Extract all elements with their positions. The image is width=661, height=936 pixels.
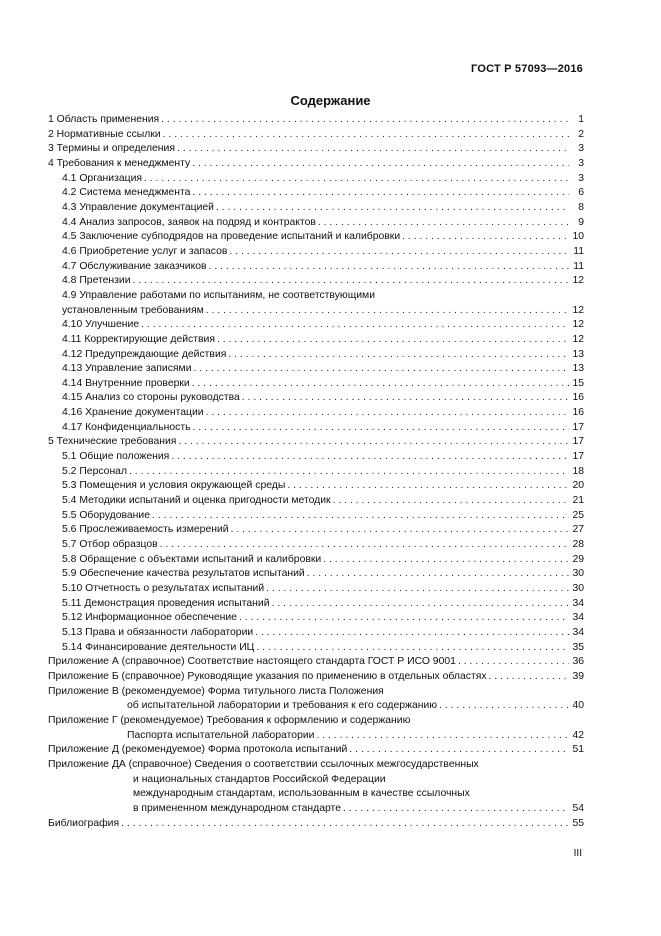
toc-entry[interactable] [48, 553, 584, 568]
toc-entry[interactable] [48, 523, 584, 538]
toc-entry-label: 4.6 Приобретение услуг и запасов [62, 245, 228, 257]
toc-entry[interactable] [48, 582, 584, 597]
toc-entry[interactable] [48, 567, 584, 582]
toc-leader-dots [192, 157, 569, 172]
toc-entry-label: 4.1 Организация [62, 172, 142, 184]
toc-entry-page: 1 [578, 114, 584, 125]
toc-entry-page: 12 [572, 319, 584, 331]
toc-leader-dots [152, 509, 569, 524]
toc-leader-dots [163, 128, 569, 143]
toc-leader-dots [121, 817, 569, 832]
toc-entry[interactable] [48, 260, 584, 275]
toc-leader-dots [161, 113, 569, 128]
toc-leader-dots [318, 216, 569, 231]
toc-entry-page: 51 [572, 744, 584, 756]
toc-entry-page: 10 [572, 231, 584, 243]
toc-entry-label: 4.8 Претензии [62, 275, 131, 287]
toc-entry[interactable] [48, 186, 584, 201]
toc-leader-dots [144, 172, 569, 187]
toc-entry-page: 34 [572, 597, 584, 609]
toc-entry-label: 4 Требования к менеджменту [48, 157, 191, 169]
toc-entry[interactable] [48, 274, 584, 289]
toc-title: Содержание [290, 93, 371, 108]
toc-leader-dots [333, 494, 569, 509]
toc-leader-dots [458, 655, 569, 670]
toc-entry[interactable] [48, 773, 584, 788]
toc-leader-dots [231, 523, 569, 538]
toc-entry-page: 3 [578, 157, 584, 169]
toc-entry-page: 2 [578, 128, 584, 140]
toc-entry[interactable] [48, 128, 584, 143]
toc-leader-dots [239, 611, 569, 626]
toc-entry-label: 4.13 Управление записями [62, 363, 192, 375]
toc-entry-page: 17 [572, 421, 584, 433]
toc-entry-label: 4.5 Заключение субподрядов на проведение испытаний и калибровки [62, 231, 401, 243]
toc-entry-page: 16 [572, 392, 584, 404]
toc-entry[interactable] [48, 216, 584, 231]
toc-entry-label: 4.7 Обслуживание заказчиков [62, 260, 207, 272]
toc-entry-label: 5.14 Финансирование деятельности ИЦ [62, 641, 255, 653]
toc-leader-dots [323, 553, 569, 568]
toc-entry[interactable] [48, 509, 584, 524]
toc-leader-dots [192, 377, 569, 392]
toc-entry[interactable] [48, 450, 584, 465]
document-code: ГОСТ Р 57093—2016 [471, 63, 583, 75]
toc-entry[interactable] [48, 655, 584, 670]
toc-leader-dots [229, 245, 569, 260]
toc-entry-label: 4.15 Анализ со стороны руководства [62, 392, 240, 404]
toc-leader-dots [349, 743, 569, 758]
toc-entry-page: 17 [572, 436, 584, 448]
toc-entry[interactable] [48, 391, 584, 406]
toc-entry-page: 6 [578, 187, 584, 199]
toc-leader-dots [217, 333, 569, 348]
toc-leader-dots [272, 597, 570, 612]
toc-entry[interactable] [48, 245, 584, 260]
toc-entry-page: 42 [572, 729, 584, 741]
toc-entry[interactable] [48, 479, 584, 494]
toc-entry-label: 5 Технические требования [48, 436, 177, 448]
toc-entry-label: 4.17 Конфиденциальность [62, 421, 191, 433]
toc-entry-label: и национальных стандартов Российской Федерации [133, 773, 386, 785]
toc-entry-label: 4.14 Внутренние проверки [62, 377, 190, 389]
toc-entry[interactable] [48, 142, 584, 157]
toc-leader-dots [141, 318, 569, 333]
toc-entry-label: Приложение В (рекомендуемое) Форма титульного листа Положения [48, 685, 384, 697]
toc-entry-page: 55 [572, 817, 584, 829]
toc-entry-page: 13 [572, 348, 584, 360]
toc-entry-page: 25 [572, 509, 584, 521]
toc-entry-page: 13 [572, 363, 584, 375]
toc-leader-dots [255, 626, 569, 641]
toc-leader-dots [133, 274, 569, 289]
toc-entry[interactable] [48, 201, 584, 216]
toc-entry-label: 5.11 Демонстрация проведения испытаний [62, 597, 270, 609]
toc-leader-dots [192, 186, 569, 201]
toc-entry-page: 18 [572, 465, 584, 477]
toc-entry[interactable] [48, 289, 584, 304]
toc-entry-label: 5.12 Информационное обеспечение [62, 612, 237, 624]
toc-entry-label: 4.10 Улучшение [62, 319, 140, 331]
toc-entry[interactable] [48, 435, 584, 450]
toc-entry-label: Приложение ДА (справочное) Сведения о соответствии ссылочных межгосударственных [48, 758, 479, 770]
toc-entry-label: Приложение Г (рекомендуемое) Требования к оформлению и содержанию [48, 714, 411, 726]
toc-entry-page: 8 [578, 201, 584, 213]
toc-entry-page: 40 [572, 700, 584, 712]
toc-entry[interactable] [48, 494, 584, 509]
toc-entry[interactable] [48, 172, 584, 187]
toc-entry[interactable] [48, 113, 584, 128]
toc-entry-page: 3 [578, 172, 584, 184]
toc-entry[interactable] [48, 157, 584, 172]
toc-leader-dots [171, 450, 569, 465]
toc-entry-label: 4.3 Управление документацией [62, 201, 214, 213]
toc-leader-dots [216, 201, 569, 216]
toc-entry-page: 15 [572, 377, 584, 389]
toc-entry-label: Библиография [48, 817, 120, 829]
toc-leader-dots [316, 729, 569, 744]
toc-entry-label: 4.2 Система менеджмента [62, 187, 191, 199]
toc-leader-dots [307, 567, 569, 582]
toc-entry-label: 2 Нормативные ссылки [48, 128, 161, 140]
toc-leader-dots [228, 348, 569, 363]
toc-entry-label: Паспорта испытательной лаборатории [127, 729, 315, 741]
toc-entry-label: Приложение Д (рекомендуемое) Форма протокола испытаний [48, 744, 348, 756]
toc-entry[interactable] [48, 597, 584, 612]
toc-entry-label: 4.16 Хранение документации [62, 407, 204, 419]
toc-leader-dots [129, 465, 569, 480]
toc-entry[interactable] [48, 421, 584, 436]
toc-entry[interactable] [48, 318, 584, 333]
toc-entry[interactable] [48, 758, 584, 773]
toc-entry-page: 39 [572, 670, 584, 682]
toc-entry[interactable] [48, 406, 584, 421]
toc-leader-dots [266, 582, 569, 597]
toc-entry-label: Приложение А (справочное) Соответствие настоящего стандарта ГОСТ Р ИСО 9001 [48, 656, 456, 668]
toc-entry-page: 12 [572, 275, 584, 287]
toc-leader-dots [178, 435, 569, 450]
toc-entry[interactable] [48, 817, 584, 832]
toc-entry-page: 30 [572, 583, 584, 594]
toc-entry[interactable] [48, 465, 584, 480]
toc-entry-page: 54 [572, 802, 584, 814]
toc-leader-dots [256, 641, 569, 656]
toc-leader-dots [206, 304, 569, 319]
toc-leader-dots [209, 260, 569, 275]
toc-leader-dots [177, 142, 569, 157]
toc-entry-label: 1 Область применения [48, 114, 160, 125]
toc-entry-label: 5.7 Отбор образцов [62, 539, 158, 551]
toc-entry-page: 9 [578, 216, 584, 228]
toc-entry-page: 28 [572, 539, 584, 551]
toc-entry-label: 4.4 Анализ запросов, заявок на подряд и контрактов [62, 216, 316, 228]
toc-entry-page: 16 [572, 407, 584, 419]
toc-entry-page: 29 [572, 553, 584, 565]
toc-leader-dots [439, 699, 569, 714]
toc-entry-label: 5.1 Общие положения [62, 451, 170, 463]
toc-entry-label: установленным требованиям [62, 304, 204, 316]
toc-entry-label: 5.13 Права и обязанности лаборатории [62, 626, 254, 638]
toc-entry-page: 12 [572, 333, 584, 345]
toc-entry-label: 5.3 Помещения и условия окружающей среды [62, 480, 286, 492]
toc-leader-dots [402, 230, 569, 245]
toc-entry-label: 4.11 Корректирующие действия [62, 333, 215, 345]
toc-entry-label: 5.5 Оборудование [62, 509, 151, 521]
toc-entry-page: 34 [572, 626, 584, 638]
toc-entry[interactable] [48, 538, 584, 553]
toc-leader-dots [287, 479, 569, 494]
toc-entry[interactable] [48, 626, 584, 641]
toc-entry-page: 20 [572, 480, 584, 492]
toc-entry-page: 11 [573, 245, 584, 257]
toc-entry[interactable] [48, 685, 584, 700]
toc-leader-dots [489, 670, 569, 685]
toc-leader-dots [343, 802, 569, 817]
toc-entry-page: 27 [572, 524, 584, 536]
toc-entry-label: в примененном международном стандарте [133, 802, 341, 814]
toc-entry[interactable] [48, 743, 584, 758]
toc-entry-page: 30 [572, 568, 584, 580]
toc-entry-label: об испытательной лаборатории и требования к его содержанию [127, 700, 438, 712]
toc-entry-label: 4.9 Управление работами по испытаниям, не соответствующими [62, 289, 376, 301]
toc-entry[interactable] [48, 802, 584, 817]
toc-entry-label: 3 Термины и определения [48, 143, 175, 155]
toc-entry-page: 35 [572, 641, 584, 653]
toc-entry[interactable] [48, 699, 584, 714]
toc-entry[interactable] [48, 304, 584, 319]
toc-entry-label: 5.2 Персонал [62, 465, 128, 477]
toc-entry[interactable] [48, 362, 584, 377]
toc-entry[interactable] [48, 611, 584, 626]
toc-leader-dots [206, 406, 569, 421]
toc-entry-label: 5.10 Отчетность о результатах испытаний [62, 583, 265, 594]
toc-entry-label: 4.12 Предупреждающие действия [62, 348, 227, 360]
toc-entry-label: 5.9 Обеспечение качества результатов испытаний [62, 568, 305, 580]
toc-leader-dots [193, 421, 569, 436]
toc-entry[interactable] [48, 714, 584, 729]
toc-entry-page: 3 [578, 143, 584, 155]
toc-entry-page: 17 [572, 451, 584, 463]
toc-entry-label: международным стандартам, использованным в качестве ссылочных [133, 788, 470, 800]
toc-entry-page: 21 [572, 495, 584, 507]
toc-entry-label: Приложение Б (справочное) Руководящие указания по применению в отдельных областях [48, 670, 487, 682]
table-of-contents [48, 113, 584, 831]
toc-entry[interactable] [48, 377, 584, 392]
toc-entry[interactable] [48, 230, 584, 245]
toc-entry[interactable] [48, 641, 584, 656]
toc-entry-label: 5.8 Обращение с объектами испытаний и калибровки [62, 553, 322, 565]
toc-entry[interactable] [48, 333, 584, 348]
toc-entry-page: 34 [572, 612, 584, 624]
toc-entry[interactable] [48, 670, 584, 685]
toc-entry[interactable] [48, 787, 584, 802]
toc-entry-page: 36 [572, 656, 584, 668]
toc-entry-page: 12 [572, 304, 584, 316]
page-number: III [573, 848, 582, 859]
toc-entry-label: 5.6 Прослеживаемость измерений [62, 524, 229, 536]
toc-leader-dots [160, 538, 569, 553]
toc-leader-dots [242, 391, 569, 406]
toc-leader-dots [194, 362, 569, 377]
toc-entry[interactable] [48, 348, 584, 363]
toc-entry[interactable] [48, 729, 584, 744]
toc-entry-label: 5.4 Методики испытаний и оценка пригодности методик [62, 495, 331, 507]
toc-entry-page: 11 [573, 260, 584, 272]
